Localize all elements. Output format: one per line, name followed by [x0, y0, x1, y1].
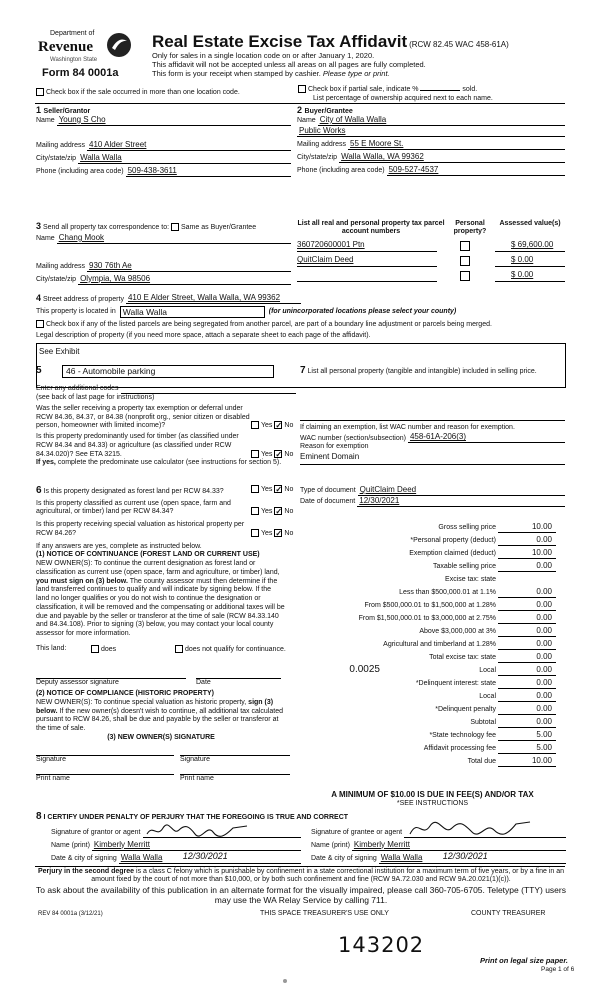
if-yes-bold: If yes, [36, 459, 56, 467]
parcel-row [297, 239, 565, 252]
seller-name-label: Name [36, 117, 55, 124]
exemption-question: Was the seller receiving a property tax exemption or deferral under RCW 84.36, 84.37, or 84.38 (nonprofit org., senior citizen or disabled person, homeowner with limited income)? [36, 404, 250, 430]
calc-value[interactable]: 0.00 [498, 704, 556, 715]
no-label: No [284, 529, 294, 537]
personal-property-field[interactable] [300, 378, 565, 421]
page-number: Page 1 of 6 [541, 966, 575, 973]
located-label: This property is located in [36, 307, 116, 315]
section-5-number: 5 [36, 365, 42, 377]
calc-value[interactable]: 0.00 [498, 691, 556, 702]
calc-row [300, 572, 556, 585]
section-8-number: 8 [36, 811, 42, 822]
instruction-2: This affidavit will not be accepted unless all areas on all pages are fully completed. [152, 60, 426, 69]
seller-name-field[interactable]: Young S Cho [58, 114, 106, 124]
county-treasurer: COUNTY TREASURER [471, 910, 546, 917]
revision-code: REV 84 0001a (3/12/21) [38, 911, 103, 917]
revenue-swoosh-icon [106, 32, 132, 58]
seller-city-field[interactable]: Walla Walla [80, 152, 122, 162]
calc-value[interactable]: 0.00 [498, 561, 556, 572]
multi-location-label: Check box if the sale occurred in more than one location code. [46, 88, 240, 96]
grantor-signature-scribble [143, 822, 253, 840]
calc-label: Local [479, 667, 496, 675]
does-checkbox[interactable] [91, 645, 99, 653]
continuance-heading: (1) NOTICE OF CONTINUANCE (FOREST LAND OR CURRENT USE) [36, 551, 260, 559]
correspondence-section [36, 221, 291, 285]
comp-b: sign (3) below. [36, 698, 274, 715]
calc-value[interactable]: 10.00 [498, 548, 556, 559]
section-7 [300, 365, 565, 507]
no-label: No [284, 450, 294, 458]
timber-no-checkbox[interactable] [274, 450, 282, 458]
yes-label: Yes [261, 450, 273, 458]
historic-yes-checkbox[interactable] [251, 529, 259, 537]
calc-value[interactable]: 0.00 [498, 613, 556, 624]
correspondence-heading: Send all property tax correspondence to: [42, 224, 170, 231]
additional-codes-field[interactable] [121, 385, 297, 394]
calc-value[interactable]: 0.00 [498, 678, 556, 689]
buyer-name-label: Name [297, 117, 316, 124]
partial-sale-row [298, 85, 477, 95]
calc-label: Affidavit processing fee [423, 745, 496, 753]
doc-date-field[interactable]: 12/30/2021 [359, 496, 400, 505]
calc-label: Taxable selling price [432, 563, 496, 571]
buyer-name-field[interactable]: City of Walla Walla [319, 114, 387, 124]
calc-row [300, 715, 556, 728]
grantor-signature-field[interactable] [143, 829, 301, 838]
parcels-table [297, 220, 565, 282]
exemption-yes-checkbox[interactable] [251, 421, 259, 429]
personal-property-instruction: List all personal property (tangible and intangible) included in selling price. [307, 368, 537, 375]
historic-question: Is this property receiving special valuation as historical property per RCW 84.26? [36, 521, 245, 537]
calc-row [300, 676, 556, 689]
buyer-city-field[interactable]: Walla Walla, WA 99362 [341, 151, 424, 161]
comp-a: NEW OWNER(S): To continue special valuation as historic property, [36, 698, 247, 706]
legal-size-note: Print on legal size paper. [480, 956, 568, 965]
see-instructions: *SEE INSTRUCTIONS [396, 800, 469, 807]
calc-row [300, 702, 556, 715]
seller-city-label: City/state/zip [36, 155, 77, 162]
does-not-checkbox[interactable] [175, 645, 183, 653]
alternate-format: To ask about the availability of this publication in an alternate format for the visually impaired, please call 360-705-6705. Teletype (TTY) users may use the WA Relay Service by calling 711. [36, 885, 566, 905]
exemption-no-checkbox[interactable] [274, 421, 282, 429]
yes-label: Yes [261, 508, 273, 516]
instruction-3-italic: Please type or print. [322, 69, 390, 78]
reason-field[interactable] [300, 452, 565, 465]
parcel-personal-checkbox[interactable] [460, 271, 470, 281]
legal-description-label: Legal description of property (if you need more space, attach a separate sheet to each page of the affidavit). [36, 331, 371, 339]
parcel-value[interactable]: $ 0.00 [511, 270, 534, 280]
located-select[interactable]: Walla Walla [120, 306, 265, 318]
grantor-date-field[interactable]: 12/30/2021 [182, 851, 228, 862]
grantee-name-label: Name (print) [311, 841, 350, 849]
doc-date-label: Date of document [300, 498, 356, 506]
calc-value[interactable]: 0.00 [498, 626, 556, 637]
calc-row [300, 520, 556, 533]
owner-print-name-label: Print name [36, 775, 70, 783]
calc-label: Total due [467, 758, 496, 766]
forest-question: Is this property designated as forest land per RCW 84.33? [43, 488, 224, 495]
timber-yes-checkbox[interactable] [251, 450, 259, 458]
yes-label: Yes [261, 422, 273, 430]
no-label: No [284, 422, 294, 430]
corr-city-field[interactable]: Olympia, Wa 98506 [80, 273, 151, 283]
calc-value[interactable]: 0.00 [498, 717, 556, 728]
see-back-note: (see back of last page for instructions) [36, 394, 155, 401]
owner-print-name-label: Print name [180, 775, 214, 783]
tax-calculation [300, 520, 556, 767]
street-address-field[interactable]: 410 E Alder Street, Walla Walla, WA 99362 [127, 293, 281, 303]
if-yes-note: complete the predominate use calculator (see instructions for section 5). [57, 459, 282, 467]
additional-codes-label: Enter any additional codes [36, 385, 119, 393]
calc-row [300, 650, 556, 663]
local-rate: 0.0025 [349, 663, 380, 675]
compliance-text [36, 699, 286, 734]
calc-row [300, 728, 556, 741]
reason-label: Reason for exemption [300, 443, 369, 451]
deputy-date-label: Date [196, 679, 211, 687]
calc-label: Local [479, 693, 496, 701]
minimum-note [300, 790, 565, 808]
calc-label: *Delinquent interest: state [415, 680, 496, 688]
section-3-number: 3 [36, 221, 42, 231]
calc-value[interactable]: 5.00 [498, 730, 556, 741]
calc-value[interactable]: 0.00 [498, 665, 556, 676]
current-use-no-checkbox[interactable] [274, 507, 282, 515]
wac-field[interactable]: 458-61A-206(3) [409, 432, 466, 442]
grantor-city-field[interactable]: Walla Walla [120, 852, 163, 862]
grantor-date-label: Date & city of signing [51, 854, 117, 862]
seller-phone-label: Phone (including area code) [36, 168, 124, 175]
calc-row [300, 663, 556, 676]
cont-a: NEW OWNER(S): To continue the current designation as forest land or classification as current use (open space, farm and agriculture, or timber) land, [36, 560, 280, 576]
calc-row [300, 611, 556, 624]
calc-label: Total excise tax: state [429, 654, 496, 662]
calc-row [300, 598, 556, 611]
section-7-number: 7 [300, 365, 306, 376]
calc-label: From $500,000.01 to $1,500,000 at 1.28% [364, 602, 496, 610]
parcel-number[interactable]: 360720600001 Ptn [297, 240, 365, 250]
logo-dept: Department of [50, 30, 95, 37]
instruction-1: Only for sales in a single location code on or after January 1, 2020. [152, 51, 375, 60]
logo-name: Revenue [38, 39, 93, 55]
ownership-note: List percentage of ownership acquired next to each name. [313, 95, 493, 102]
grantee-date-label: Date & city of signing [311, 854, 377, 862]
parcels-col-personal: Personal property? [453, 220, 487, 235]
calc-value[interactable]: 0.00 [498, 652, 556, 663]
doc-type-field[interactable]: QuitClaim Deed [359, 485, 417, 494]
partial-sale-sold: sold. [462, 85, 478, 93]
parcel-personal-checkbox[interactable] [460, 241, 470, 251]
buyer-section [297, 105, 565, 176]
compliance-heading: (2) NOTICE OF COMPLIANCE (HISTORIC PROPERTY) [36, 690, 214, 698]
multi-location-row [36, 88, 240, 98]
calc-label: Exemption claimed (deduct) [409, 550, 496, 558]
perjury-text: is a class C felony which is punishable by confinement in a state correctional institution for a maximum term of five years, or by a fine in an amount fixed by the court of not more than $10,000, or by both such confinement and fine (RCW 9A.72.030 and RCW 9A.20.021(1)(c)). [91, 868, 565, 883]
calc-label: From $1,500,000.01 to $3,000,000 at 2.75% [358, 615, 496, 623]
forest-yes-checkbox[interactable] [251, 485, 259, 493]
calc-row [300, 585, 556, 598]
calc-value[interactable]: 0.00 [498, 535, 556, 546]
calc-row [300, 546, 556, 559]
grantee-name-field[interactable]: Kimberly Merritt [353, 839, 410, 849]
form-title: Real Estate Excise Tax Affidavit [152, 32, 408, 51]
grantee-city-field[interactable]: Walla Walla [380, 852, 423, 862]
parcel-row [297, 254, 565, 267]
buyer-mail-label: Mailing address [297, 141, 347, 148]
exemption-note: If claiming an exemption, list WAC number and reason for exemption. [300, 423, 515, 431]
calc-label: Subtotal [470, 719, 496, 727]
calc-row [300, 741, 556, 754]
calc-label: Excise tax: state [445, 576, 496, 584]
if-any-note: If any answers are yes, complete as instructed below. [36, 542, 202, 550]
section-8 [36, 811, 566, 864]
calc-label: *State technology fee [429, 732, 496, 740]
does-not-label: does not qualify for continuance. [185, 645, 286, 653]
grantee-date-field[interactable]: 12/30/2021 [442, 851, 488, 862]
corr-mail-field[interactable]: 930 76th Ae [89, 260, 132, 270]
cont-b: you must sign on (3) below. [36, 577, 128, 585]
calc-label: *Delinquent penalty [435, 706, 496, 714]
wac-label: WAC number (section/subsection) [300, 434, 406, 442]
calc-label: Gross selling price [438, 524, 496, 532]
calc-row [300, 754, 556, 767]
seller-mail-field[interactable]: 410 Alder Street [89, 139, 147, 149]
corr-city-label: City/state/zip [36, 276, 77, 283]
no-label: No [284, 485, 294, 493]
doc-type-label: Type of document [300, 487, 356, 495]
calc-label: Above $3,000,000 at 3% [419, 628, 496, 636]
section-6 [36, 485, 296, 784]
historic-no-checkbox[interactable] [274, 529, 282, 537]
section-1-number: 1 [36, 105, 42, 115]
corr-name-field[interactable]: Chang Mook [58, 232, 105, 242]
reason-text: Eminent Domain [300, 452, 360, 461]
legal-description-text: See Exhibit [39, 346, 80, 356]
located-note: (for unincorporated locations please select your county) [268, 307, 457, 315]
receipt-stamp: 143202 [338, 933, 425, 957]
yes-label: Yes [261, 485, 273, 493]
continuance-text [36, 560, 286, 639]
grantor-signature-label: Signature of grantor or agent [51, 828, 141, 836]
page-title [152, 31, 509, 52]
use-code-select[interactable]: 46 - Automobile parking [62, 365, 274, 378]
revenue-logo [38, 30, 133, 82]
buyer-phone-label: Phone (including area code) [297, 167, 385, 174]
instruction-3: This form is your receipt when stamped by cashier. [152, 69, 321, 78]
grantee-signature-scribble [404, 818, 534, 840]
calc-label: Agricultural and timberland at 1.28% [383, 641, 496, 649]
perjury-bold: Perjury in the second degree [37, 868, 135, 875]
calc-label: Less than $500,000.01 at 1.1% [399, 589, 496, 597]
grantee-signature-field[interactable] [404, 829, 566, 838]
section-2-number: 2 [297, 105, 303, 115]
parcel-value[interactable]: $ 69,600.00 [511, 240, 554, 250]
grantor-name-field[interactable]: Kimberly Merritt [93, 839, 150, 849]
calc-label: *Personal property (deduct) [410, 537, 496, 545]
yes-label: Yes [261, 529, 273, 537]
parcel-value[interactable]: $ 0.00 [511, 255, 534, 265]
treasurer-only: THIS SPACE TREASURER'S USE ONLY [260, 910, 389, 917]
corr-mail-label: Mailing address [36, 263, 86, 270]
buyer-mail-field[interactable]: 55 E Moore St. [350, 138, 404, 148]
section-5 [36, 365, 296, 468]
corr-name-label: Name [36, 235, 55, 242]
perjury-notice [36, 868, 566, 884]
form-rcw: (RCW 82.45 WAC 458-61A) [409, 40, 509, 49]
parcel-personal-checkbox[interactable] [460, 256, 470, 266]
calc-row [300, 689, 556, 702]
segregated-label: Check box if any of the listed parcels are being segregated from another parcel, are part of a boundary line adjustment or parcels being merged. [46, 321, 492, 329]
seller-heading: Seller/Grantor [43, 108, 91, 115]
seller-section [36, 105, 291, 177]
seller-phone-field[interactable]: 509-438-3611 [127, 165, 177, 175]
calc-row [300, 533, 556, 546]
forest-no-checkbox[interactable] [274, 485, 282, 493]
calc-value[interactable]: 0.00 [498, 587, 556, 598]
same-as-buyer-checkbox[interactable] [171, 223, 179, 231]
buyer-name2-field[interactable]: Public Works [299, 125, 346, 135]
calc-value[interactable]: 0.00 [498, 600, 556, 611]
timber-question: Is this property predominantly used for timber (as classified under RCW 84.34 and 84.33) or agriculture (as classified under RCW 84.34.020)? See ETA 3215. [36, 433, 239, 458]
calc-row [300, 559, 556, 572]
owner-signature-label: Signature [36, 755, 66, 763]
buyer-heading: Buyer/Grantee [304, 108, 353, 115]
buyer-phone-field[interactable]: 509-527-4537 [388, 164, 439, 174]
current-use-question: Is this property classified as current use (open space, farm and agricultural, or timber) land per RCW 84.34? [36, 499, 231, 516]
no-label: No [284, 508, 294, 516]
seller-mail-label: Mailing address [36, 142, 86, 149]
section-6-number: 6 [36, 485, 42, 496]
parcels-col-value: Assessed value(s) [499, 220, 561, 227]
section-4-number: 4 [36, 293, 42, 303]
minimum-due: A MINIMUM OF $10.00 IS DUE IN FEE(S) AND/OR TAX [331, 790, 534, 799]
grantee-signature-label: Signature of grantee or agent [311, 828, 403, 836]
deputy-signature-label: Deputy assessor signature [36, 679, 119, 687]
form-number: Form 84 0001a [42, 67, 119, 79]
partial-sale-checkbox[interactable] [298, 85, 306, 93]
partial-sale-label: Check box if partial sale, indicate % [308, 85, 419, 93]
same-as-buyer-label: Same as Buyer/Grantee [181, 224, 257, 231]
this-land-label: This land: [36, 644, 67, 652]
comp-c: If the new owner(s) doesn't wish to continue, all additional tax calculated pursuant to RCW 84.26, shall be due and payable by the seller or transferor at the time of sale. [36, 707, 284, 733]
owner-signature-label: Signature [180, 755, 210, 763]
new-owner-signature-heading: (3) NEW OWNER(S) SIGNATURE [107, 733, 215, 741]
cont-c: The county assessor must then determine if the land transferred continues to qualify and will indicate by signing below. If the land no longer qualifies or you do not wish to continue the designation or classification, it will be removed and the compensating or additional taxes will be due and payable by the seller or transferor at the time of sale (RCW 84.33.140 and 84.34.108). Prior to signing (3) below, you may contact your local county assessor for more information. [36, 577, 285, 637]
calc-row [300, 637, 556, 650]
calc-value[interactable]: 5.00 [498, 743, 556, 754]
buyer-city-label: City/state/zip [297, 154, 338, 161]
street-label: Street address of property [43, 295, 124, 303]
multi-location-checkbox[interactable] [36, 88, 44, 96]
current-use-yes-checkbox[interactable] [251, 507, 259, 515]
parcel-row [297, 269, 565, 282]
logo-state: Washington State [50, 57, 98, 63]
parcels-col-numbers: List all real and personal property tax parcel account numbers [297, 220, 445, 235]
parcel-number[interactable]: QuitClaim Deed [297, 255, 354, 265]
calc-value[interactable]: 0.00 [498, 639, 556, 650]
calc-value[interactable]: 10.00 [498, 522, 556, 533]
certify-statement: I CERTIFY UNDER PENALTY OF PERJURY THAT THE FOREGOING IS TRUE AND CORRECT [43, 814, 349, 821]
calc-row [300, 624, 556, 637]
header-instructions [152, 51, 426, 78]
calc-value[interactable]: 10.00 [498, 756, 556, 767]
grantor-name-label: Name (print) [51, 841, 90, 849]
segregated-checkbox[interactable] [36, 320, 44, 328]
does-label: does [101, 645, 117, 653]
